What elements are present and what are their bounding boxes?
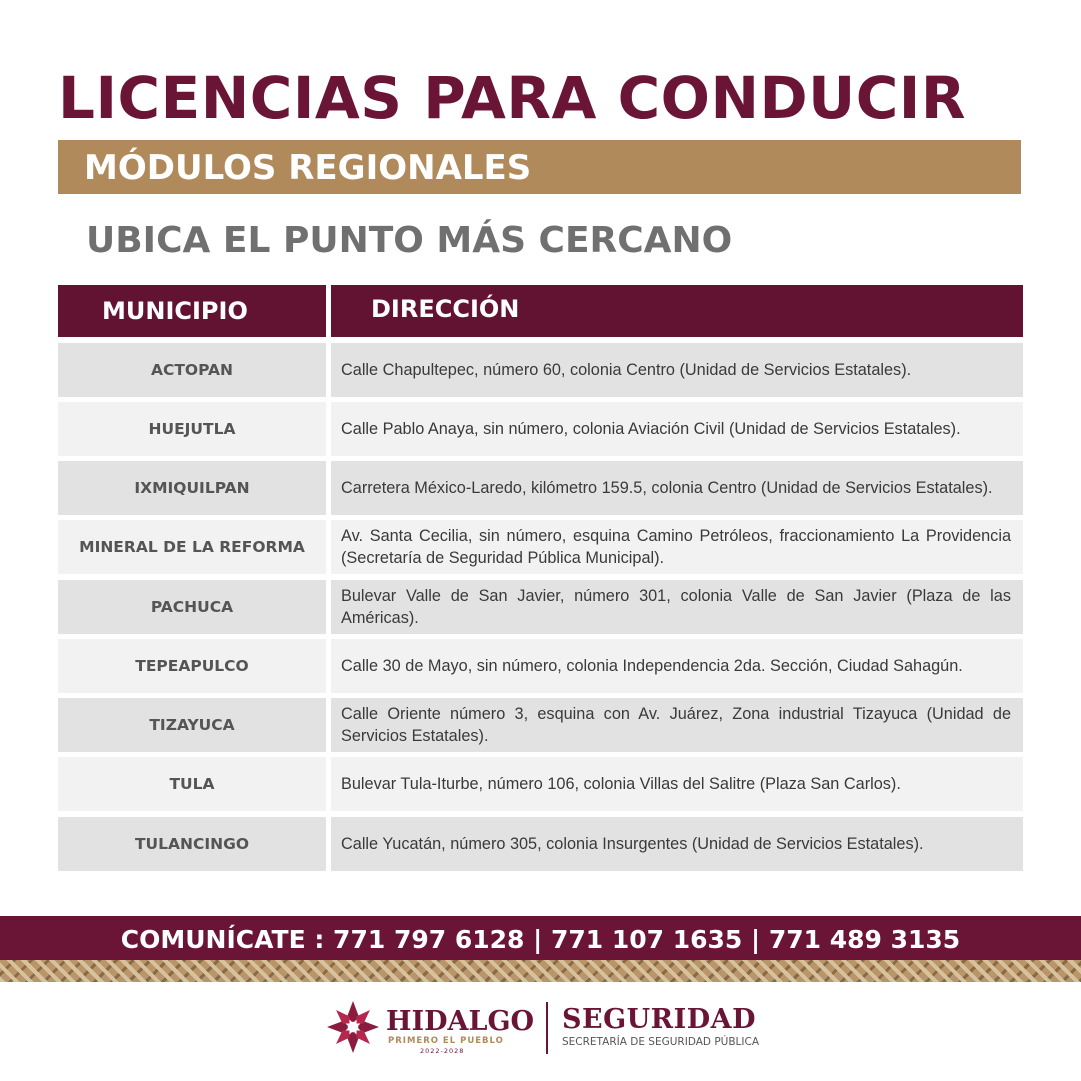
table-row bbox=[58, 639, 1023, 693]
municipio-cell: TIZAYUCA bbox=[58, 698, 326, 752]
direccion-cell: Calle Pablo Anaya, sin número, colonia Aviación Civil (Unidad de Servicios Estatales). bbox=[331, 402, 1023, 456]
hidalgo-years: 2022-2028 bbox=[420, 1047, 465, 1055]
direccion-cell: Av. Santa Cecilia, sin número, esquina Camino Petróleos, fraccionamiento La Providencia (Secretaría de Seguridad Pública Municipal). bbox=[331, 520, 1023, 574]
table-row bbox=[58, 580, 1023, 634]
hidalgo-star-icon bbox=[326, 1000, 380, 1054]
municipio-cell: MINERAL DE LA REFORMA bbox=[58, 520, 326, 574]
footer-logos bbox=[0, 1000, 1081, 1060]
table-row bbox=[58, 817, 1023, 871]
footer-divider bbox=[546, 1002, 548, 1054]
decorative-pattern-strip bbox=[0, 960, 1081, 982]
column-header-direccion bbox=[331, 285, 1023, 337]
table-row bbox=[58, 343, 1023, 397]
municipio-cell: TEPEAPULCO bbox=[58, 639, 326, 693]
direccion-cell: Bulevar Valle de San Javier, número 301, colonia Valle de San Javier (Plaza de las Américas). bbox=[331, 580, 1023, 634]
column-header-label: MUNICIPIO bbox=[102, 297, 248, 325]
table-row bbox=[58, 757, 1023, 811]
page-title: LICENCIAS PARA CONDUCIR bbox=[58, 64, 967, 132]
municipio-cell: IXMIQUILPAN bbox=[58, 461, 326, 515]
direccion-cell: Carretera México-Laredo, kilómetro 159.5, colonia Centro (Unidad de Servicios Estatales). bbox=[331, 461, 1023, 515]
hidalgo-slogan: PRIMERO EL PUEBLO bbox=[388, 1036, 504, 1046]
municipio-cell: TULANCINGO bbox=[58, 817, 326, 871]
municipio-cell: HUEJUTLA bbox=[58, 402, 326, 456]
direccion-cell: Bulevar Tula-Iturbe, número 106, colonia Villas del Salitre (Plaza San Carlos). bbox=[331, 757, 1023, 811]
seguridad-logo-text: SEGURIDAD bbox=[562, 1004, 757, 1035]
table-row bbox=[58, 520, 1023, 574]
direccion-cell: Calle Oriente número 3, esquina con Av. Juárez, Zona industrial Tizayuca (Unidad de Servicios Estatales). bbox=[331, 698, 1023, 752]
municipio-cell: TULA bbox=[58, 757, 326, 811]
section-band bbox=[58, 140, 1021, 194]
direccion-cell: Calle Yucatán, número 305, colonia Insurgentes (Unidad de Servicios Estatales). bbox=[331, 817, 1023, 871]
column-header-label: DIRECCIÓN bbox=[371, 295, 520, 323]
direccion-cell: Calle Chapultepec, número 60, colonia Centro (Unidad de Servicios Estatales). bbox=[331, 343, 1023, 397]
seguridad-full-name: SECRETARÍA DE SEGURIDAD PÚBLICA bbox=[562, 1036, 760, 1048]
section-band-label: MÓDULOS REGIONALES bbox=[84, 148, 532, 188]
contact-banner: COMUNÍCATE : 771 797 6128 | 771 107 1635 | 771 489 3135 bbox=[0, 916, 1081, 960]
municipio-cell: PACHUCA bbox=[58, 580, 326, 634]
direccion-cell: Calle 30 de Mayo, sin número, colonia Independencia 2da. Sección, Ciudad Sahagún. bbox=[331, 639, 1023, 693]
table-row bbox=[58, 402, 1023, 456]
table-row bbox=[58, 698, 1023, 752]
municipio-cell: ACTOPAN bbox=[58, 343, 326, 397]
hidalgo-logo-text: HIDALGO bbox=[386, 1006, 535, 1037]
page-subtitle: UBICA EL PUNTO MÁS CERCANO bbox=[86, 220, 733, 261]
table-row bbox=[58, 461, 1023, 515]
column-header-municipio bbox=[58, 285, 326, 337]
